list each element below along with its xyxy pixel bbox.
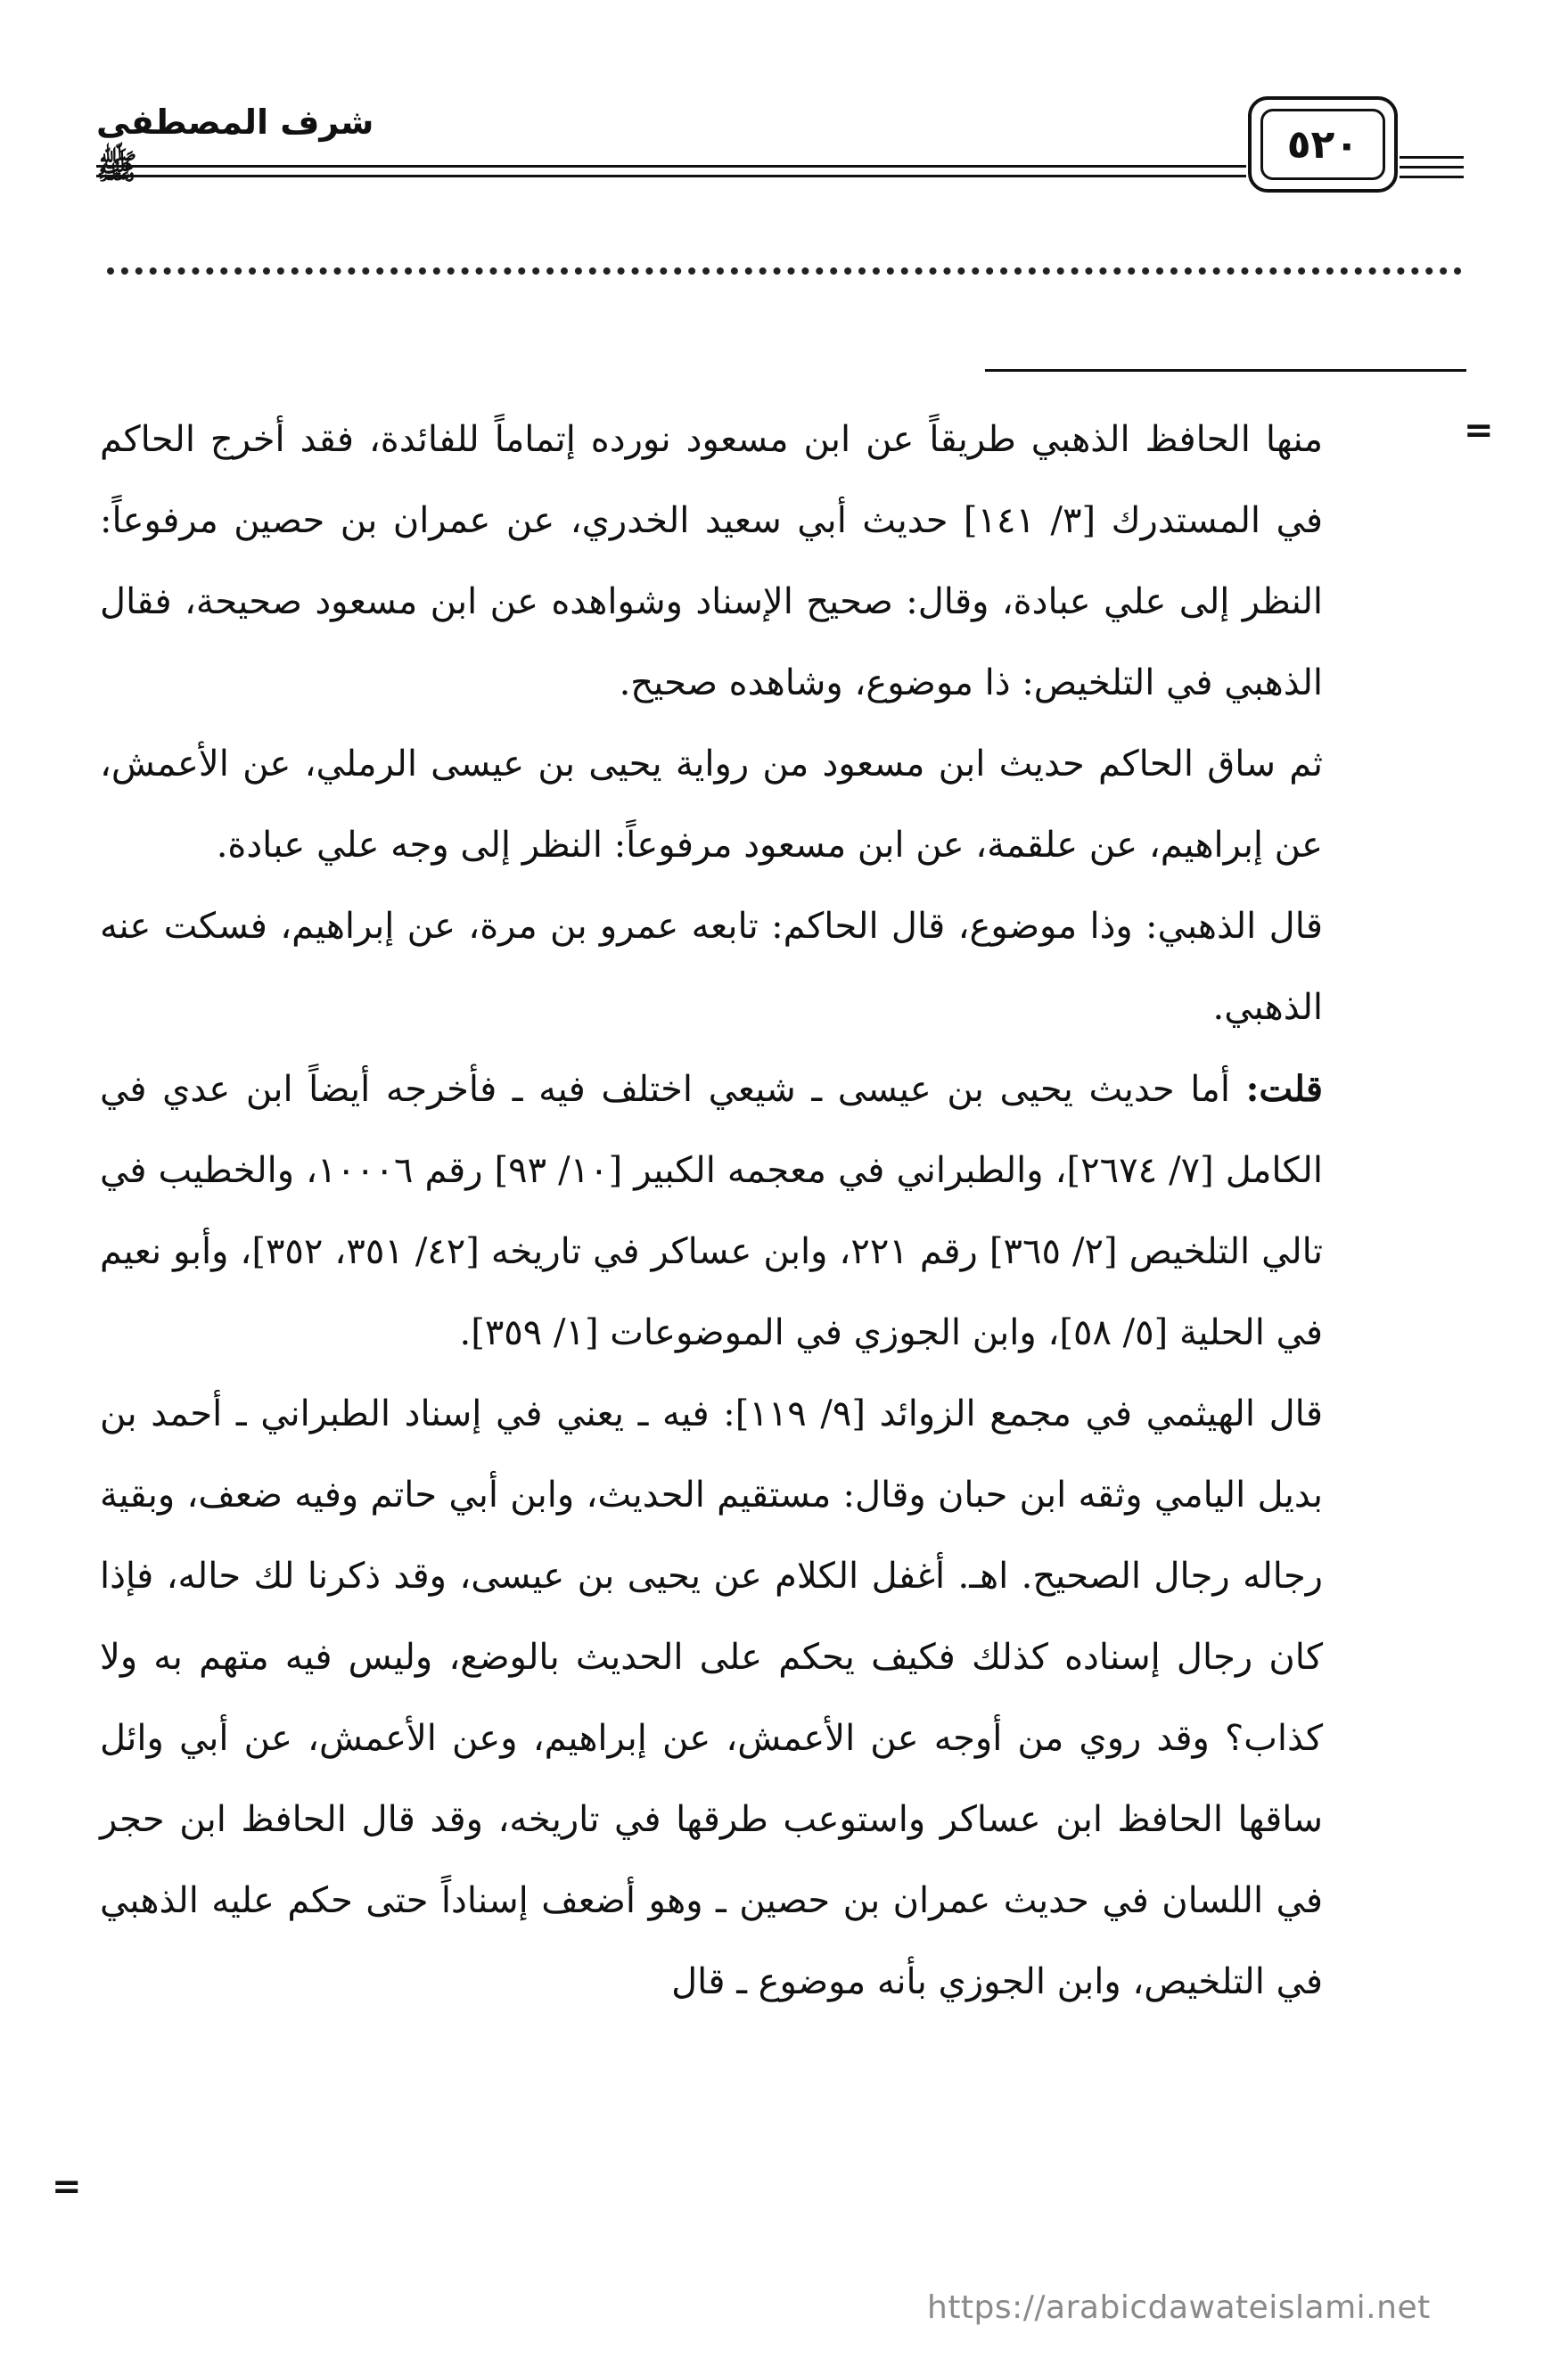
qult-text: أما حديث يحيى بن عيسى ـ شيعي اختلف فيه ـ فأخرجه أيضاً ابن عدي في الكامل [٧/ ٢٦٧٤]، والطبراني في معجمه الكبير [١٠/ ٩٣] رقم ١٠٠٠٦، والخطيب في تالي التلخيص [٢/ ٣٦٥] رقم ٢٢١، وابن عساكر في تاريخه [٤٢/ ٣٥١، ٣٥٢]، وأبو نعيم في الحلية [٥/ ٥٨]، وابن الجوزي في الموضوعات [١/ ٣٥٩]. [100, 1069, 1323, 1353]
footnote-body [100, 399, 1323, 2023]
paragraph-qult [100, 1048, 1323, 1374]
running-title: شرف المصطفى ﷺ [96, 103, 374, 186]
dotted-separator [107, 267, 1462, 292]
header-rule [1400, 156, 1464, 159]
page-number: ٥٢٠ [1260, 109, 1385, 180]
paragraph: قال الذهبي: وذا موضوع، قال الحاكم: تابعه عمرو بن مرة، عن إبراهيم، فسكت عنه الذهبي. [100, 906, 1323, 1028]
header-rule [96, 165, 1246, 168]
header-rule [1400, 176, 1464, 178]
watermark-url: https://arabicdawateislami.net [927, 2289, 1431, 2326]
header-rule [96, 175, 1246, 177]
paragraph: ثم ساق الحاكم حديث ابن مسعود من رواية يحيى بن عيسى الرملي، عن الأعمش، عن إبراهيم، عن علقمة، عن ابن مسعود مرفوعاً: النظر إلى وجه علي عبادة. [100, 744, 1323, 866]
header-rule [1400, 166, 1464, 168]
paragraph: قال الهيثمي في مجمع الزوائد [٩/ ١١٩]: فيه ـ يعني في إسناد الطبراني ـ أحمد بن بديل اليامي وثقه ابن حبان وقال: مستقيم الحديث، وابن أبي حاتم وفيه ضعف، وبقية رجاله رجال الصحيح. اهـ. أغفل الكلام عن يحيى بن عيسى، وقد ذكرنا لك حاله، فإذا كان رجال إسناده كذلك فكيف يحكم على الحديث بالوضع، وليس فيه متهم به ولا كذاب؟ وقد روي من أوجه عن الأعمش، عن إبراهيم، وعن الأعمش، عن أبي وائل ساقها الحافظ ابن عساكر واستوعب طرقها في تاريخه، وقد قال الحافظ ابن حجر في اللسان في حديث عمران بن حصين ـ وهو أضعف إسناداً حتى حكم عليه الذهبي في التلخيص، وابن الجوزي بأنه موضوع ـ قال [100, 1393, 1323, 2002]
page-number-frame [1248, 96, 1398, 193]
continuation-mark-bottom: = [52, 2166, 82, 2207]
paragraph: منها الحافظ الذهبي طريقاً عن ابن مسعود نورده إتماماً للفائدة، فقد أخرج الحاكم في المستدرك [٣/ ١٤١] حديث أبي سعيد الخدري، عن عمران بن حصين مرفوعاً: النظر إلى علي عبادة، وقال: صحيح الإسناد وشواهده عن ابن مسعود صحيحة، فقال الذهبي في التلخيص: ذا موضوع، وشاهده صحيح. [100, 419, 1323, 703]
qult-label: قلت: [1245, 1068, 1323, 1110]
continuation-mark-top: = [1464, 410, 1494, 451]
footnote-rule [985, 369, 1466, 372]
